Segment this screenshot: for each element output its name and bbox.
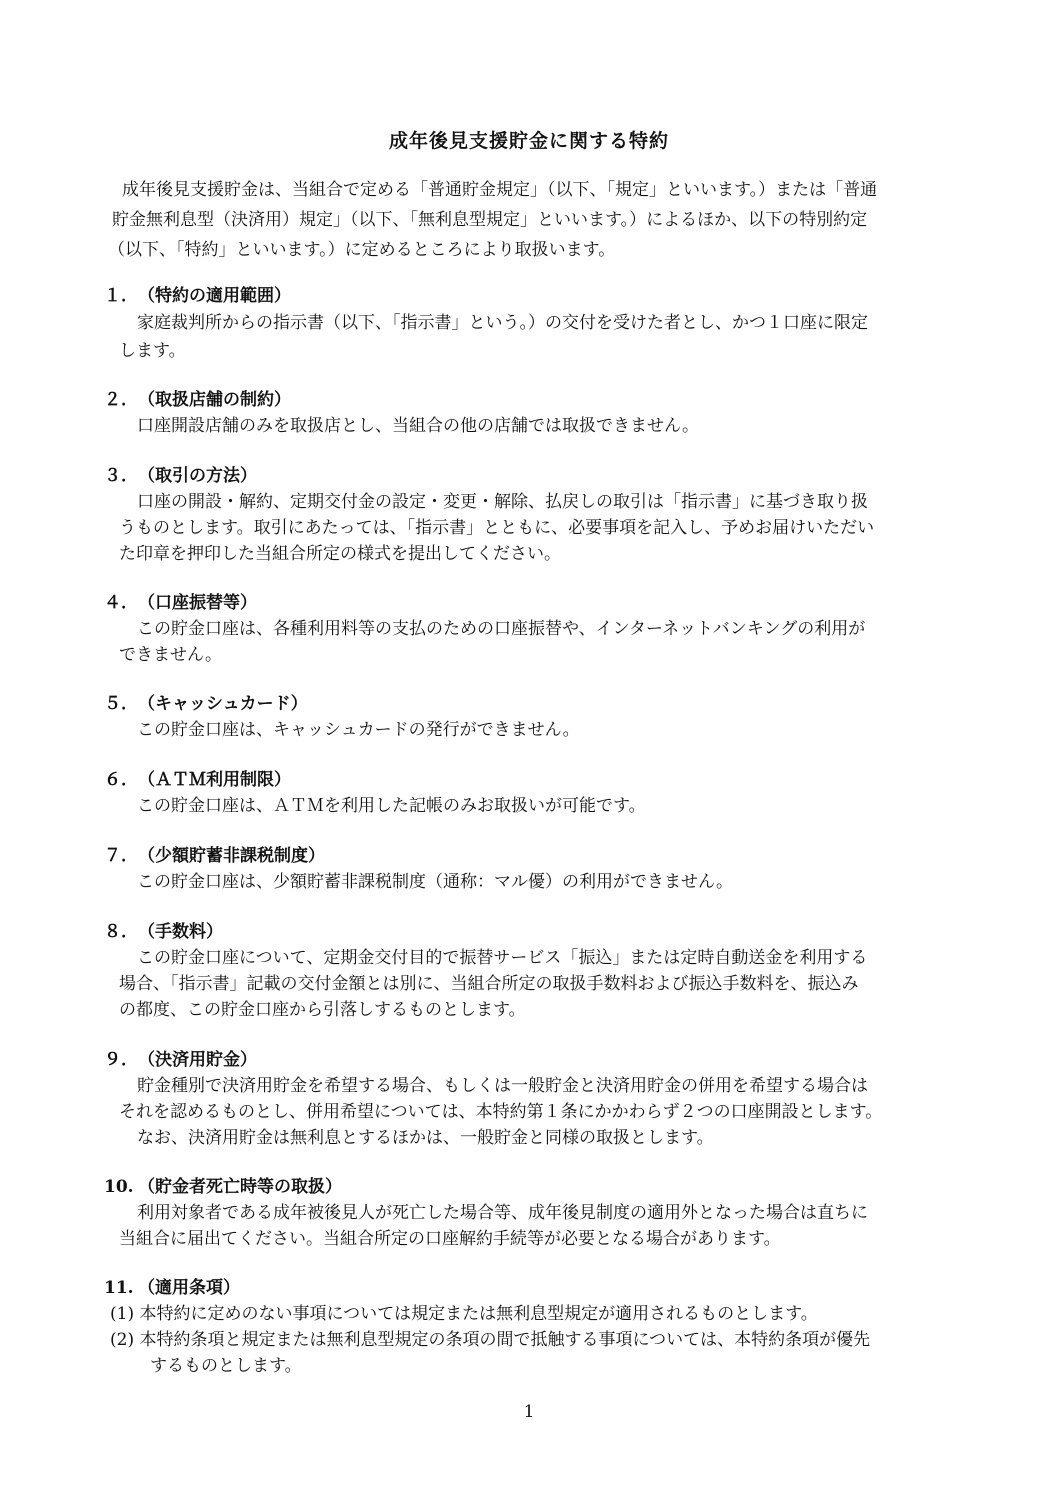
section-line: 口座開設店舗のみを取扱店とし、当組合の他の店舗では取扱できません。 <box>137 416 700 436</box>
section-heading <box>104 1045 257 1070</box>
section-line: 家庭裁判所からの指示書（以下、「指示書」という。）の交付を受けた者とし、かつ１口座に限定 <box>137 313 868 333</box>
intro-line: 成年後見支援貯金は、当組合で定める「普通貯金規定」（以下、「規定」といいます。）または「普通 <box>122 180 878 200</box>
section-line: 口座の開設・解約、定期交付金の設定・変更・解除、払戻しの取引は「指示書」に基づき取り扱 <box>137 492 868 512</box>
section-title: （手数料） <box>138 922 223 942</box>
intro-line: （以下、「特約」といいます。）に定めるところにより取扱います。 <box>108 240 616 260</box>
section-title: （キャッシュカード） <box>138 694 308 714</box>
section-number: １． <box>104 286 138 306</box>
section-line: するものとします。 <box>150 1356 302 1376</box>
section-title: （特約の適用範囲） <box>138 286 291 306</box>
section-title: （ＡＴＭ利用制限） <box>138 770 291 790</box>
section-title: （少額貯蓄非課税制度） <box>138 846 325 866</box>
section-heading <box>104 689 308 714</box>
section-line: この貯金口座について、定期金交付目的で振替サービス「振込」または定時自動送金を利用する <box>137 948 868 968</box>
section-line: (1) 本特約に定めのない事項については規定または無利息型規定が適用されるものとします。 <box>110 1304 818 1324</box>
section-heading <box>104 841 325 866</box>
section-heading <box>104 385 291 410</box>
section-line: た印章を押印した当組合所定の様式を提出してください。 <box>119 544 561 564</box>
section-line: この貯金口座は、キャッシュカードの発行ができません。 <box>137 720 580 740</box>
section-number: ２． <box>104 390 138 410</box>
section-number: ９． <box>104 1050 138 1070</box>
section-line: この貯金口座は、ＡＴＭを利用した記帳のみお取扱いが可能です。 <box>137 796 646 816</box>
section-number: 11. <box>104 1278 134 1298</box>
section-number: ４． <box>104 593 138 613</box>
section-heading <box>104 588 257 613</box>
section-line: 当組合に届出てください。当組合所定の口座解約手続等が必要となる場合があります。 <box>119 1229 781 1249</box>
section-line: できません。 <box>119 645 223 665</box>
document-title: 成年後見支援貯金に関する特約 <box>388 130 669 152</box>
section-title: （適用条項） <box>138 1278 240 1298</box>
intro-paragraph <box>108 175 962 265</box>
section-title: （取扱店舗の制約） <box>138 390 291 410</box>
section-number: ６． <box>104 770 138 790</box>
section-title: （取引の方法） <box>138 466 257 486</box>
section-title: （決済用貯金） <box>138 1050 257 1070</box>
section-number: ５． <box>104 694 138 714</box>
section-line: (2) 本特約条項と規定または無利息型規定の条項の間で抵触する事項については、本特約条項が優先 <box>110 1330 871 1350</box>
section-line: の都度、この貯金口座から引落しするものとします。 <box>119 1000 526 1020</box>
section-number: ８． <box>104 922 138 942</box>
section-number: ７． <box>104 846 138 866</box>
section-line: なお、決済用貯金は無利息とするほかは、一般貯金と同様の取扱とします。 <box>137 1128 714 1148</box>
section-line: それを認めるものとし、併用希望については、本特約第１条にかかわらず２つの口座開設とします。 <box>119 1102 883 1122</box>
section-heading <box>104 1273 240 1298</box>
section-heading <box>104 917 223 942</box>
section-line: うものとします。取引にあたっては、「指示書」とともに、必要事項を記入し、予めお届けいただい <box>119 518 875 538</box>
section-line: 利用対象者である成年被後見人が死亡した場合等、成年後見制度の適用外となった場合は直ちに <box>137 1203 868 1223</box>
page-number: 1 <box>523 1402 535 1422</box>
intro-line: 貯金無利息型（決済用）規定」（以下、「無利息型規定」といいます。）によるほか、以下の特別約定 <box>112 210 868 230</box>
section-title: （貯金者死亡時等の取扱） <box>138 1177 342 1197</box>
section-number: 10. <box>104 1177 134 1197</box>
section-line: します。 <box>119 341 186 361</box>
section-line: 貯金種別で決済用貯金を希望する場合、もしくは一般貯金と決済用貯金の併用を希望する場合は <box>137 1076 868 1096</box>
section-number: ３． <box>104 466 138 486</box>
section-heading <box>104 1172 342 1197</box>
section-line: 場合、「指示書」記載の交付金額とは別に、当組合所定の取扱手数料および振込手数料を、振込み <box>119 974 859 994</box>
section-heading <box>104 765 291 790</box>
section-title: （口座振替等） <box>138 593 257 613</box>
section-heading <box>104 461 257 486</box>
section-line: この貯金口座は、少額貯蓄非課税制度（通称：マル優）の利用ができません。 <box>137 872 734 892</box>
section-line: この貯金口座は、各種利用料等の支払のための口座振替や、インターネットバンキングの利用が <box>137 619 866 639</box>
section-heading <box>104 281 291 306</box>
